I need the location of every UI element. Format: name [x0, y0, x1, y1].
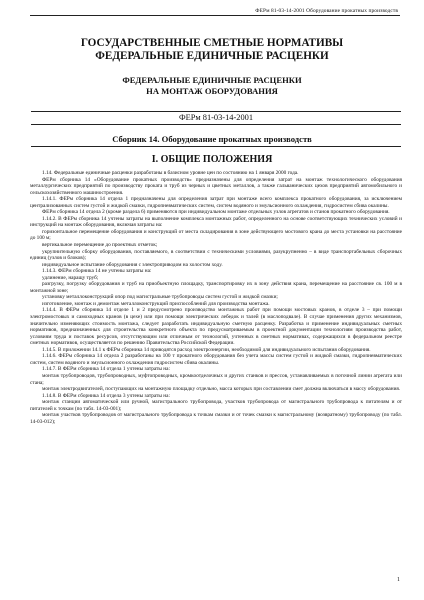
section-title: I. ОБЩИЕ ПОЛОЖЕНИЯ	[151, 154, 273, 165]
paragraph: 1.14.6. ФЕРм сборника 14 отдела 2 разработаны на 100 т прокатного оборудования без учета массы систем густой и жидкой смазки, гидропневматических систем, систем водяного и эмульсионного охлаждения гидросистем сбива окалины.	[30, 353, 402, 366]
subtitle-line-1: ФЕДЕРАЛЬНЫЕ ЕДИНИЧНЫЕ РАСЦЕНКИ	[122, 75, 302, 85]
main-title-line-1: ГОСУДАРСТВЕННЫЕ СМЕТНЫЕ НОРМАТИВЫ	[80, 37, 344, 49]
paragraph: изготовление, монтаж и демонтаж металлоконструкций приспособлений для производства монтажа.	[42, 300, 270, 307]
collection-divider	[31, 146, 401, 147]
main-title-line-2: ФЕДЕРАЛЬНЫЕ ЕДИНИЧНЫЕ РАСЦЕНКИ	[95, 50, 329, 62]
paragraph: ФЕРм сборника 14 отдела 2 (кроме раздела 6) применяются при индивидуальном монтаже отдельных узлов агрегатов и станов прокатного оборудования.	[42, 209, 390, 216]
paragraph: 1.14.2. В ФЕРм сборника 14 учтены затраты на выполнение комплекса монтажных работ, определенного на основе соответствующих технических условий и инструкций на монтаж оборудования, включая затраты на:	[30, 215, 402, 229]
paragraph: 1.14.7. В ФЕРм сборника 14 отдела 1 учтены затраты на:	[42, 366, 170, 373]
paragraph: монтаж станции автоматической или ручной, магистрального трубопровода, участков трубопровода от магистрального трубопровода к питателям и от питателей к точкам (по табл. 14-03-001);	[30, 399, 402, 412]
paragraph: разгрузку, погрузку оборудования и труб на приобъектную площадку, транспортировку их в зону действия крана, перемещение на расстояние св. 100 м в монтажной зоне;	[30, 281, 402, 294]
page-number: 1	[397, 577, 400, 583]
paragraph: горизонтальное перемещение оборудования и конструкций от места складирования в зоне действующего мостового крана до места установки на расстояние до 100 м;	[30, 228, 402, 242]
paragraph: установку металлоконструкций опор под магистральные трубопроводы систем густой и жидкой смазки;	[42, 294, 278, 301]
paragraph: индивидуальное испытание оборудования с электроприводом на холостом ходу.	[42, 261, 223, 268]
paragraph: монтаж трубопроводов, трубопроводных, муфтопроводных, кромкоотделочных и других станков и прессов, устанавливаемых в поточной линии агрегата или стана;	[30, 372, 402, 386]
paragraph: монтаж участков трубопроводов от магистрального трубопровода к точкам смазки и от точек смазки к магистральному (возвратному) трубопроводу (по табл. 14-03-012);	[30, 412, 402, 425]
paragraph: 1.14.1. ФЕРм сборника 14 отдела 1 предназначены для определения затрат при монтаже всего комплекса прокатного оборудования, за исключением централизованных систем густой и жидкой смазки, гидропневматических систем, систем водяного и эмульсионного охлаждения, гидросистем сбива окалины.	[30, 196, 402, 209]
paragraph: укрупнительную сборку оборудования, поставляемого, в соответствии с техническими условиями, разукрупненно – в виде транспортабельных сборочных единиц (узлов и блоков);	[30, 248, 402, 262]
paragraph: ФЕРм сборника 14 «Оборудование прокатных производств» предназначены для определения затрат на монтаж технологического оборудования металлургических предприятий по производству проката и труб из черных и цветных металлов, а также гальванических цехов предприятий автомобильного и сельскохозяйственного машиностроения.	[30, 176, 402, 196]
collection-title: Сборник 14. Оборудование прокатных производств	[112, 134, 312, 144]
document-code: ФЕРм 81-03-14-2001	[31, 111, 401, 125]
running-header: ФЕРм 81-03-14-2001 Оборудование прокатных производств	[255, 8, 398, 14]
paragraph: вертикальное перемещение до проектных отметок;	[42, 242, 158, 249]
paragraph: 1.14.3. ФЕРм сборника 14 не учтены затраты на:	[42, 268, 152, 275]
paragraph: монтаж электродвигателей, поступающих на монтажную площадку отдельно, масса которых при составлении смет должна включаться в массу оборудования.	[42, 386, 401, 393]
paragraph: удлинение, наращу труб;	[42, 274, 99, 281]
subtitle-line-2: НА МОНТАЖ ОБОРУДОВАНИЯ	[146, 86, 278, 96]
header-divider	[30, 15, 400, 16]
body-text	[30, 170, 402, 425]
paragraph: 1.14. Федеральные единичные расценки разработаны в базисном уровне цен по состоянию на 1 января 2000 года.	[42, 170, 299, 176]
paragraph: 1.14.8. В ФЕРм сборника 14 отдела 3 учтены затраты на:	[42, 392, 170, 399]
paragraph: 1.14.4. В ФЕРм сборника 14 отделе 1 и 2 предусмотрено производство монтажных работ при помощи мостовых кранов, в отделе 3 – при помощи электромостовых и самоходных кранов (в цехе) или при помощи электрических лебедок и талей (в маслоподвале). В случае применения других механизмов, значительно изменяющих стоимость монтажа, следует разработать индивидуальную сметную расценку. Разработка и применение индивидуальных сметных нормативов, предназначенных для строительства конкретного объекта по предусматриваемым в проектной документации технологиям производства работ, условиям труда и поставок ресурсов, отсутствующим или отличным от технологий, учтенных в сметных нормативах, содержащихся в федеральном реестре сметных нормативов, осуществляется по решению Правительства Российской Федерации.	[30, 307, 402, 347]
paragraph: 1.14.5. В приложении 14.1 к ФЕРм сборника 14 приводятся расход электроэнергии, необходимой для индивидуального испытания оборудования.	[42, 346, 371, 353]
